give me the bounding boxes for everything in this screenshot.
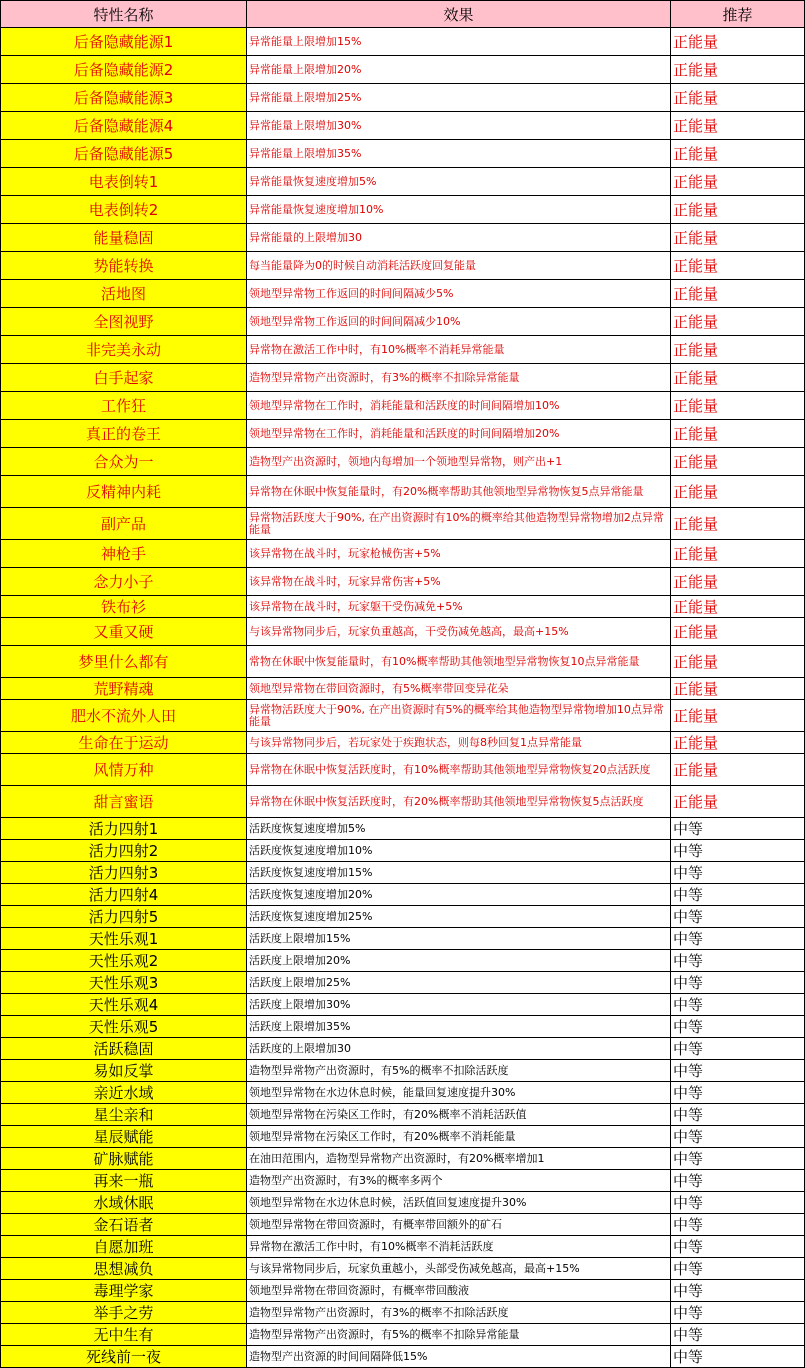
trait-name-cell: 全图视野 (1, 308, 247, 336)
trait-name-cell: 毒理学家 (1, 1280, 247, 1302)
trait-name-cell: 后备隐藏能源2 (1, 56, 247, 84)
trait-recommend-cell: 中等 (671, 972, 805, 994)
trait-recommend-cell: 正能量 (671, 224, 805, 252)
trait-name-cell: 神枪手 (1, 540, 247, 568)
table-row (1, 1302, 805, 1324)
table-row (1, 140, 805, 168)
trait-effect-cell: 异常能量上限增加25% (247, 84, 671, 112)
trait-recommend-cell: 正能量 (671, 508, 805, 540)
table-row (1, 1258, 805, 1280)
table-row (1, 906, 805, 928)
trait-name-cell: 铁布衫 (1, 596, 247, 618)
trait-recommend-cell: 中等 (671, 1082, 805, 1104)
trait-effect-cell: 领地型异常物在带回资源时，有概率带回酸液 (247, 1280, 671, 1302)
table-row (1, 950, 805, 972)
trait-recommend-cell: 正能量 (671, 364, 805, 392)
trait-name-cell: 生命在于运动 (1, 732, 247, 754)
trait-name-cell: 电表倒转2 (1, 196, 247, 224)
table-row (1, 884, 805, 906)
trait-recommend-cell: 正能量 (671, 140, 805, 168)
trait-effect-cell: 异常物在休眠中恢复活跃度时，有20%概率帮助其他领地型异常物恢复5点活跃度 (247, 786, 671, 818)
trait-effect-cell: 领地型异常物在水边休息时候，活跃值回复速度提升30% (247, 1192, 671, 1214)
trait-effect-cell: 与该异常物同步后，若玩家处于疾跑状态，则每8秒回复1点异常能量 (247, 732, 671, 754)
trait-recommend-cell: 中等 (671, 906, 805, 928)
table-row (1, 508, 805, 540)
trait-name-cell: 矿脉赋能 (1, 1148, 247, 1170)
table-row (1, 476, 805, 508)
trait-recommend-cell: 正能量 (671, 448, 805, 476)
trait-effect-cell: 在油田范围内，造物型异常物产出资源时，有20%概率增加1 (247, 1148, 671, 1170)
table-row (1, 1170, 805, 1192)
trait-recommend-cell: 正能量 (671, 732, 805, 754)
trait-recommend-cell: 正能量 (671, 28, 805, 56)
trait-recommend-cell: 中等 (671, 1192, 805, 1214)
trait-effect-cell: 与该异常物同步后，玩家负重越高，干受伤减免越高，最高+15% (247, 618, 671, 646)
trait-effect-cell: 异常物在休眠中恢复能量时，有20%概率帮助其他领地型异常物恢复5点异常能量 (247, 476, 671, 508)
trait-effect-cell: 领地型异常物在污染区工作时，有20%概率不消耗能量 (247, 1126, 671, 1148)
trait-effect-cell: 活跃度上限增加30% (247, 994, 671, 1016)
table-body (1, 28, 805, 1368)
trait-effect-cell: 活跃度恢复速度增加20% (247, 884, 671, 906)
trait-name-cell: 白手起家 (1, 364, 247, 392)
trait-effect-cell: 该异常物在战斗时，玩家异常伤害+5% (247, 568, 671, 596)
table-row (1, 1236, 805, 1258)
trait-name-cell: 念力小子 (1, 568, 247, 596)
table-row (1, 392, 805, 420)
table-row (1, 1324, 805, 1346)
table-row (1, 364, 805, 392)
trait-effect-cell: 异常能量上限增加15% (247, 28, 671, 56)
trait-name-cell: 星尘亲和 (1, 1104, 247, 1126)
trait-name-cell: 活力四射2 (1, 840, 247, 862)
trait-effect-cell: 领地型异常物工作返回的时间间隔减少10% (247, 308, 671, 336)
trait-name-cell: 活力四射4 (1, 884, 247, 906)
trait-recommend-cell: 正能量 (671, 700, 805, 732)
table-row (1, 1060, 805, 1082)
table-row (1, 540, 805, 568)
trait-recommend-cell: 正能量 (671, 568, 805, 596)
trait-recommend-cell: 中等 (671, 994, 805, 1016)
trait-name-cell: 真正的卷王 (1, 420, 247, 448)
table-row (1, 1082, 805, 1104)
table-row (1, 994, 805, 1016)
trait-effect-cell: 活跃度恢复速度增加5% (247, 818, 671, 840)
table-row (1, 1214, 805, 1236)
trait-effect-cell: 该异常物在战斗时，玩家躯干受伤减免+5% (247, 596, 671, 618)
trait-effect-cell: 异常物在激活工作中时，有10%概率不消耗活跃度 (247, 1236, 671, 1258)
trait-name-cell: 亲近水域 (1, 1082, 247, 1104)
table-row (1, 224, 805, 252)
trait-recommend-cell: 中等 (671, 1302, 805, 1324)
table-row (1, 420, 805, 448)
trait-name-cell: 后备隐藏能源4 (1, 112, 247, 140)
trait-name-cell: 金石语者 (1, 1214, 247, 1236)
table-row (1, 1148, 805, 1170)
trait-name-cell: 天性乐观2 (1, 950, 247, 972)
trait-name-cell: 活力四射5 (1, 906, 247, 928)
trait-recommend-cell: 正能量 (671, 168, 805, 196)
table-row (1, 1016, 805, 1038)
trait-name-cell: 水域休眠 (1, 1192, 247, 1214)
table-row (1, 252, 805, 280)
trait-name-cell: 梦里什么都有 (1, 646, 247, 678)
trait-recommend-cell: 中等 (671, 1258, 805, 1280)
trait-effect-cell: 异常能量上限增加35% (247, 140, 671, 168)
trait-effect-cell: 活跃度上限增加35% (247, 1016, 671, 1038)
trait-name-cell: 反精神内耗 (1, 476, 247, 508)
trait-name-cell: 天性乐观1 (1, 928, 247, 950)
trait-name-cell: 荒野精魂 (1, 678, 247, 700)
trait-name-cell: 举手之劳 (1, 1302, 247, 1324)
trait-effect-cell: 造物型异常物产出资源时，有5%的概率不扣除活跃度 (247, 1060, 671, 1082)
trait-name-cell: 后备隐藏能源5 (1, 140, 247, 168)
trait-effect-cell: 活跃度的上限增加30 (247, 1038, 671, 1060)
table-row (1, 786, 805, 818)
table-row (1, 818, 805, 840)
table-row (1, 568, 805, 596)
table-row (1, 928, 805, 950)
trait-name-cell: 合众为一 (1, 448, 247, 476)
trait-name-cell: 后备隐藏能源1 (1, 28, 247, 56)
table-row (1, 1038, 805, 1060)
trait-effect-cell: 异常能量的上限增加30 (247, 224, 671, 252)
trait-effect-cell: 异常能量上限增加30% (247, 112, 671, 140)
trait-effect-cell: 异常能量恢复速度增加5% (247, 168, 671, 196)
trait-recommend-cell: 中等 (671, 1126, 805, 1148)
table-row (1, 618, 805, 646)
trait-recommend-cell: 正能量 (671, 678, 805, 700)
trait-effect-cell: 该异常物在战斗时，玩家枪械伤害+5% (247, 540, 671, 568)
trait-effect-cell: 异常物活跃度大于90%, 在产出资源时有10%的概率给其他造物型异常物增加2点异常能量 (247, 508, 671, 540)
trait-recommend-cell: 中等 (671, 1060, 805, 1082)
trait-effect-cell: 领地型异常物在工作时，消耗能量和活跃度的时间间隔增加20% (247, 420, 671, 448)
trait-recommend-cell: 正能量 (671, 252, 805, 280)
trait-effect-cell: 造物型产出资源时，有3%的概率多两个 (247, 1170, 671, 1192)
trait-name-cell: 无中生有 (1, 1324, 247, 1346)
trait-effect-cell: 活跃度上限增加20% (247, 950, 671, 972)
trait-name-cell: 肥水不流外人田 (1, 700, 247, 732)
header-recommend: 推荐 (671, 1, 805, 28)
trait-recommend-cell: 正能量 (671, 392, 805, 420)
trait-recommend-cell: 中等 (671, 1038, 805, 1060)
trait-name-cell: 风情万种 (1, 754, 247, 786)
trait-effect-cell: 领地型异常物在污染区工作时，有20%概率不消耗活跃值 (247, 1104, 671, 1126)
header-row (1, 1, 805, 28)
table-row (1, 700, 805, 732)
trait-name-cell: 活地图 (1, 280, 247, 308)
trait-effect-cell: 领地型异常物在水边休息时候，能量回复速度提升30% (247, 1082, 671, 1104)
trait-name-cell: 天性乐观4 (1, 994, 247, 1016)
trait-recommend-cell: 正能量 (671, 420, 805, 448)
trait-effect-cell: 活跃度恢复速度增加10% (247, 840, 671, 862)
table-row (1, 28, 805, 56)
trait-name-cell: 非完美永动 (1, 336, 247, 364)
trait-effect-cell: 异常能量恢复速度增加10% (247, 196, 671, 224)
trait-effect-cell: 异常物在激活工作中时，有10%概率不消耗异常能量 (247, 336, 671, 364)
table-row (1, 56, 805, 84)
trait-recommend-cell: 中等 (671, 1104, 805, 1126)
trait-effect-cell: 造物型产出资源时，领地内每增加一个领地型异常物，则产出+1 (247, 448, 671, 476)
trait-recommend-cell: 正能量 (671, 476, 805, 508)
table-row (1, 336, 805, 364)
trait-effect-cell: 异常物在休眠中恢复活跃度时，有10%概率帮助其他领地型异常物恢复20点活跃度 (247, 754, 671, 786)
header-effect: 效果 (247, 1, 671, 28)
trait-effect-cell: 领地型异常物在带回资源时，有概率带回额外的矿石 (247, 1214, 671, 1236)
trait-recommend-cell: 中等 (671, 1324, 805, 1346)
table-row (1, 840, 805, 862)
trait-recommend-cell: 正能量 (671, 754, 805, 786)
trait-effect-cell: 领地型异常物在带回资源时，有5%概率带回变异花朵 (247, 678, 671, 700)
trait-effect-cell: 每当能量降为0的时候自动消耗活跃度回复能量 (247, 252, 671, 280)
table-row (1, 1126, 805, 1148)
table-row (1, 972, 805, 994)
trait-effect-cell: 活跃度恢复速度增加15% (247, 862, 671, 884)
trait-effect-cell: 造物型产出资源的时间间隔降低15% (247, 1346, 671, 1368)
trait-recommend-cell: 中等 (671, 818, 805, 840)
trait-recommend-cell: 中等 (671, 1236, 805, 1258)
trait-name-cell: 自愿加班 (1, 1236, 247, 1258)
trait-recommend-cell: 正能量 (671, 646, 805, 678)
trait-effect-cell: 活跃度上限增加15% (247, 928, 671, 950)
table-row (1, 112, 805, 140)
table-row (1, 1104, 805, 1126)
trait-recommend-cell: 正能量 (671, 618, 805, 646)
header-name: 特性名称 (1, 1, 247, 28)
trait-recommend-cell: 正能量 (671, 540, 805, 568)
table-row (1, 1192, 805, 1214)
table-row (1, 754, 805, 786)
trait-effect-cell: 造物型异常物产出资源时，有3%的概率不扣除异常能量 (247, 364, 671, 392)
table-row (1, 308, 805, 336)
trait-recommend-cell: 中等 (671, 1346, 805, 1368)
trait-recommend-cell: 中等 (671, 884, 805, 906)
table-row (1, 596, 805, 618)
trait-recommend-cell: 正能量 (671, 786, 805, 818)
table-row (1, 196, 805, 224)
table-row (1, 448, 805, 476)
trait-effect-cell: 活跃度恢复速度增加25% (247, 906, 671, 928)
trait-recommend-cell: 中等 (671, 1214, 805, 1236)
trait-effect-cell: 活跃度上限增加25% (247, 972, 671, 994)
trait-effect-cell: 造物型异常物产出资源时，有5%的概率不扣除异常能量 (247, 1324, 671, 1346)
trait-effect-cell: 造物型异常物产出资源时，有3%的概率不扣除活跃度 (247, 1302, 671, 1324)
trait-effect-cell: 异常能量上限增加20% (247, 56, 671, 84)
trait-name-cell: 电表倒转1 (1, 168, 247, 196)
trait-recommend-cell: 正能量 (671, 596, 805, 618)
trait-recommend-cell: 正能量 (671, 336, 805, 364)
trait-name-cell: 活跃稳固 (1, 1038, 247, 1060)
trait-name-cell: 甜言蜜语 (1, 786, 247, 818)
trait-effect-cell: 领地型异常物工作返回的时间间隔减少5% (247, 280, 671, 308)
table-row (1, 678, 805, 700)
trait-recommend-cell: 正能量 (671, 56, 805, 84)
trait-recommend-cell: 中等 (671, 950, 805, 972)
trait-name-cell: 活力四射1 (1, 818, 247, 840)
table-row (1, 862, 805, 884)
table-row (1, 1280, 805, 1302)
table-row (1, 1346, 805, 1368)
trait-name-cell: 副产品 (1, 508, 247, 540)
trait-recommend-cell: 中等 (671, 840, 805, 862)
trait-name-cell: 工作狂 (1, 392, 247, 420)
trait-recommend-cell: 正能量 (671, 112, 805, 140)
trait-recommend-cell: 正能量 (671, 196, 805, 224)
table-row (1, 646, 805, 678)
trait-name-cell: 又重又硬 (1, 618, 247, 646)
trait-effect-cell: 常物在休眠中恢复能量时，有10%概率帮助其他领地型异常物恢复10点异常能量 (247, 646, 671, 678)
trait-recommend-cell: 中等 (671, 1170, 805, 1192)
trait-recommend-cell: 中等 (671, 1016, 805, 1038)
trait-recommend-cell: 正能量 (671, 308, 805, 336)
trait-name-cell: 活力四射3 (1, 862, 247, 884)
trait-name-cell: 再来一瓶 (1, 1170, 247, 1192)
trait-recommend-cell: 中等 (671, 862, 805, 884)
trait-recommend-cell: 中等 (671, 928, 805, 950)
trait-effect-cell: 与该异常物同步后，玩家负重越小，头部受伤减免越高，最高+15% (247, 1258, 671, 1280)
trait-name-cell: 后备隐藏能源3 (1, 84, 247, 112)
trait-name-cell: 能量稳固 (1, 224, 247, 252)
trait-name-cell: 势能转换 (1, 252, 247, 280)
table-row (1, 732, 805, 754)
trait-effect-cell: 领地型异常物在工作时，消耗能量和活跃度的时间间隔增加10% (247, 392, 671, 420)
table-row (1, 84, 805, 112)
table-row (1, 280, 805, 308)
trait-effect-cell: 异常物活跃度大于90%, 在产出资源时有5%的概率给其他造物型异常物增加10点异常能量 (247, 700, 671, 732)
trait-name-cell: 易如反掌 (1, 1060, 247, 1082)
trait-name-cell: 天性乐观3 (1, 972, 247, 994)
trait-name-cell: 天性乐观5 (1, 1016, 247, 1038)
trait-name-cell: 死线前一夜 (1, 1346, 247, 1368)
trait-recommend-cell: 中等 (671, 1280, 805, 1302)
trait-name-cell: 思想减负 (1, 1258, 247, 1280)
table-row (1, 168, 805, 196)
trait-name-cell: 星辰赋能 (1, 1126, 247, 1148)
trait-recommend-cell: 中等 (671, 1148, 805, 1170)
trait-recommend-cell: 正能量 (671, 84, 805, 112)
trait-recommend-cell: 正能量 (671, 280, 805, 308)
